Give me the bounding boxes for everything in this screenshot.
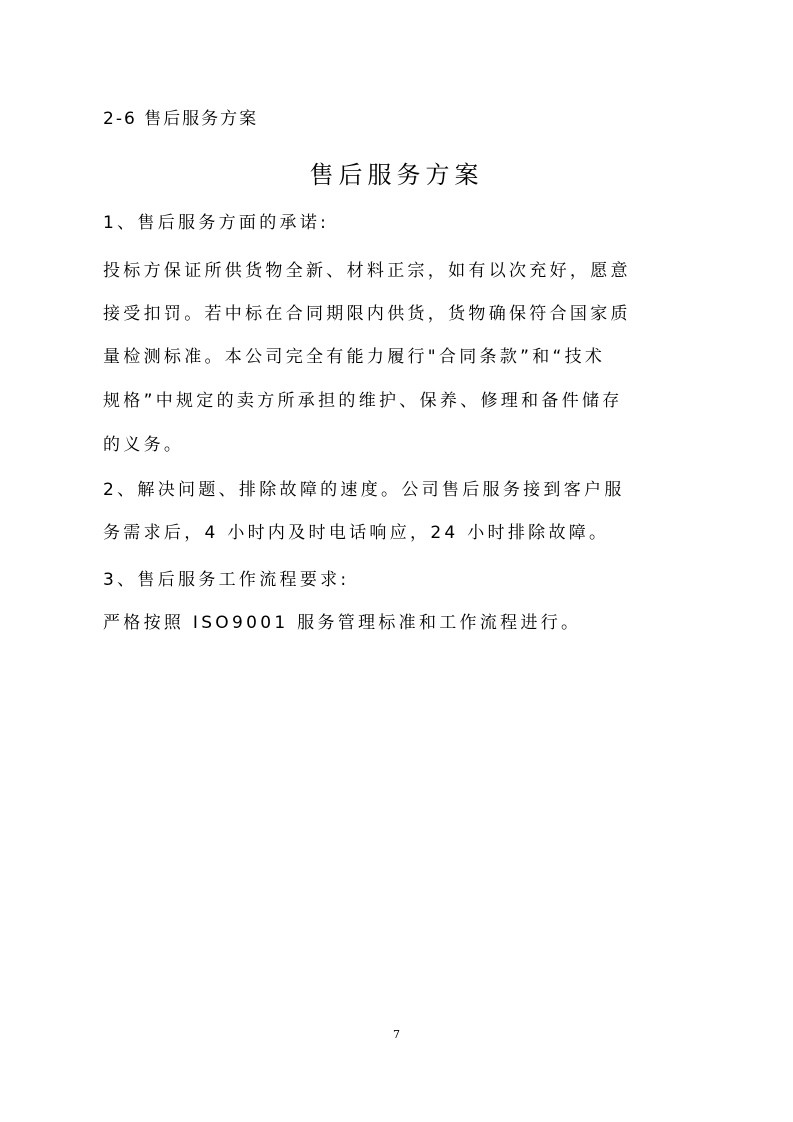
body-line: 2、解决问题、排除故障的速度。公司售后服务接到客户服 (103, 480, 625, 500)
body-line: 严格按照 ISO9001 服务管理标准和工作流程进行。 (103, 613, 582, 633)
body-line: 接受扣罚。若中标在合同期限内供货，货物确保符合国家质 (103, 304, 631, 324)
section-label: 2-6 售后服务方案 (103, 109, 259, 129)
body-line: 1、售后服务方面的承诺: (103, 213, 330, 233)
document-title: 售后服务方案 (309, 161, 484, 189)
body-line: 的义务。 (103, 435, 185, 455)
page-number: 7 (393, 1028, 400, 1041)
body-line: 投标方保证所供货物全新、材料正宗，如有以次充好，愿意 (103, 261, 631, 281)
body-line: 量检测标准。本公司完全有能力履行"合同条款”和“技术 (103, 347, 606, 367)
body-line: 规格”中规定的卖方所承担的维护、保养、修理和备件储存 (103, 391, 623, 411)
body-line: 务需求后，4 小时内及时电话响应，24 小时排除故障。 (103, 523, 610, 543)
body-line: 3、售后服务工作流程要求: (103, 570, 350, 590)
